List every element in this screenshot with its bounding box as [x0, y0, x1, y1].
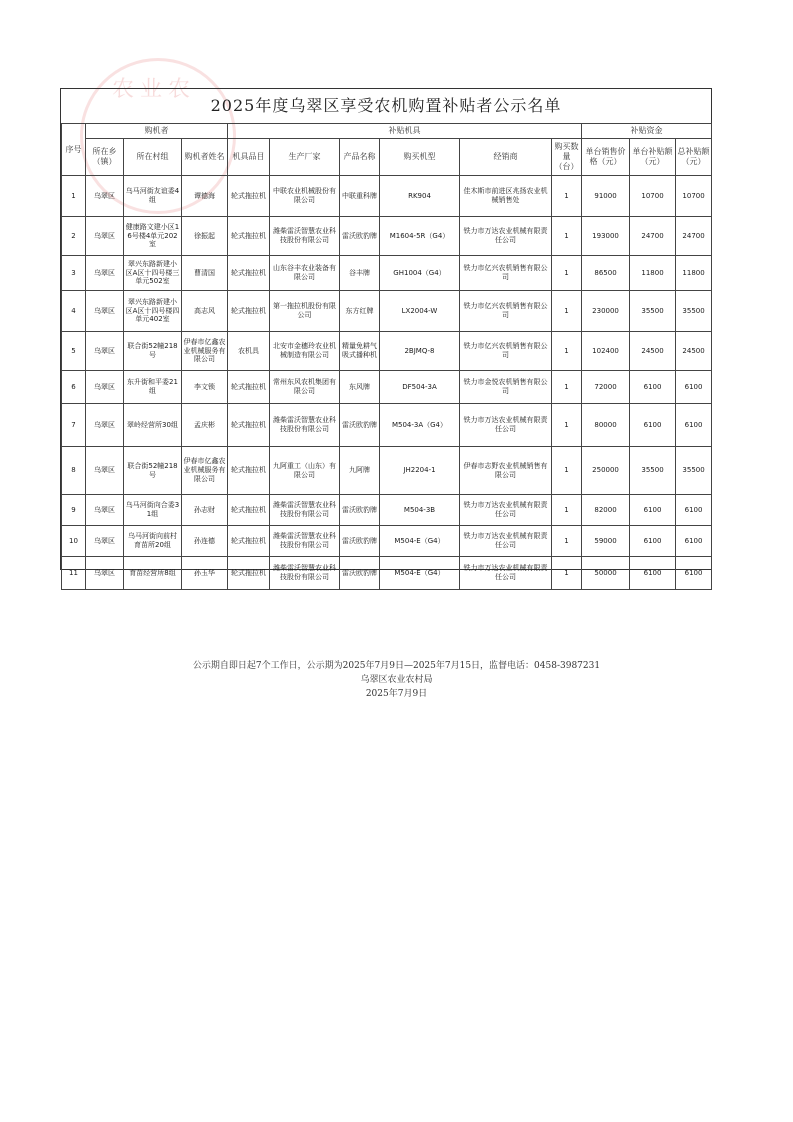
header-fund-group: 补贴资金 [582, 124, 712, 139]
cell-buyer: 孙玉华 [182, 557, 228, 590]
cell-unit-subsidy: 35500 [630, 291, 676, 332]
cell-seq: 3 [62, 256, 86, 291]
header-qty: 购买数量（台） [552, 139, 582, 176]
cell-product: 雷沃欧豹牌 [340, 557, 380, 590]
header-maker: 生产厂家 [270, 139, 340, 176]
cell-total-subsidy: 35500 [676, 291, 712, 332]
cell-buyer: 孙连德 [182, 526, 228, 557]
cell-dealer: 铁力市亿兴农机销售有限公司 [460, 256, 552, 291]
cell-total-subsidy: 6100 [676, 371, 712, 404]
cell-total-subsidy: 24500 [676, 332, 712, 371]
cell-seq: 6 [62, 371, 86, 404]
cell-unit-subsidy: 10700 [630, 176, 676, 217]
cell-price: 250000 [582, 447, 630, 495]
cell-town: 乌翠区 [86, 557, 124, 590]
cell-dealer: 铁力市万达农业机械有限责任公司 [460, 217, 552, 256]
cell-buyer: 伊春市亿鑫农业机械服务有限公司 [182, 332, 228, 371]
cell-town: 乌翠区 [86, 217, 124, 256]
table-row [62, 526, 712, 557]
cell-unit-subsidy: 24700 [630, 217, 676, 256]
cell-qty: 1 [552, 526, 582, 557]
cell-item: 轮式拖拉机 [228, 404, 270, 447]
cell-dealer: 佳木斯市前进区兆扬农业机械销售处 [460, 176, 552, 217]
cell-model: M504-3A（G4） [380, 404, 460, 447]
cell-buyer: 孟庆彬 [182, 404, 228, 447]
cell-seq: 9 [62, 495, 86, 526]
cell-seq: 8 [62, 447, 86, 495]
seal-text: 农业农 [112, 77, 197, 102]
cell-product: 中联重科牌 [340, 176, 380, 217]
cell-total-subsidy: 11800 [676, 256, 712, 291]
cell-model: M1604-5R（G4） [380, 217, 460, 256]
cell-price: 59000 [582, 526, 630, 557]
cell-total-subsidy: 6100 [676, 495, 712, 526]
cell-product: 谷丰牌 [340, 256, 380, 291]
cell-price: 193000 [582, 217, 630, 256]
cell-maker: 潍柴雷沃智慧农业科技股份有限公司 [270, 495, 340, 526]
header-machine-group: 补贴机具 [228, 124, 582, 139]
cell-village: 翠兴东路新建小区A区十四号楼三单元502室 [124, 256, 182, 291]
cell-village: 联合街52幢218号 [124, 447, 182, 495]
cell-dealer: 铁力市万达农业机械有限责任公司 [460, 404, 552, 447]
header-seq: 序号 [62, 124, 86, 176]
header-product: 产品名称 [340, 139, 380, 176]
cell-product: 东风牌 [340, 371, 380, 404]
header-item: 机具品目 [228, 139, 270, 176]
cell-village: 东升街和平委21组 [124, 371, 182, 404]
cell-town: 乌翠区 [86, 256, 124, 291]
cell-town: 乌翠区 [86, 332, 124, 371]
cell-product: 雷沃欧豹牌 [340, 495, 380, 526]
cell-qty: 1 [552, 217, 582, 256]
cell-town: 乌翠区 [86, 176, 124, 217]
cell-item: 轮式拖拉机 [228, 447, 270, 495]
cell-seq: 1 [62, 176, 86, 217]
cell-maker: 潍柴雷沃智慧农业科技股份有限公司 [270, 526, 340, 557]
cell-product: 东方红牌 [340, 291, 380, 332]
cell-seq: 5 [62, 332, 86, 371]
cell-model: 2BJMQ-8 [380, 332, 460, 371]
cell-price: 230000 [582, 291, 630, 332]
cell-price: 82000 [582, 495, 630, 526]
cell-seq: 2 [62, 217, 86, 256]
cell-dealer: 铁力市万达农业机械有限责任公司 [460, 557, 552, 590]
cell-product: 精量免耕气吸式播种机 [340, 332, 380, 371]
cell-qty: 1 [552, 557, 582, 590]
cell-item: 轮式拖拉机 [228, 256, 270, 291]
cell-item: 轮式拖拉机 [228, 176, 270, 217]
cell-buyer: 李文锁 [182, 371, 228, 404]
cell-maker: 山东谷丰农业装备有限公司 [270, 256, 340, 291]
cell-total-subsidy: 6100 [676, 526, 712, 557]
cell-qty: 1 [552, 291, 582, 332]
cell-qty: 1 [552, 332, 582, 371]
subsidy-table-sheet [60, 88, 712, 581]
cell-product: 雷沃欧豹牌 [340, 217, 380, 256]
cell-item: 农机具 [228, 332, 270, 371]
cell-village: 健康路文建小区16号楼4单元202室 [124, 217, 182, 256]
cell-model: M504-3B [380, 495, 460, 526]
cell-qty: 1 [552, 447, 582, 495]
header-unit-subsidy: 单台补贴额（元） [630, 139, 676, 176]
cell-model: DF504-3A [380, 371, 460, 404]
header-dealer: 经销商 [460, 139, 552, 176]
cell-total-subsidy: 10700 [676, 176, 712, 217]
table-row [62, 291, 712, 332]
cell-qty: 1 [552, 256, 582, 291]
cell-village: 育苗经营所8组 [124, 557, 182, 590]
cell-dealer: 铁力市亿兴农机销售有限公司 [460, 332, 552, 371]
table-row [62, 447, 712, 495]
cell-village: 乌马河街向前村育苗所20组 [124, 526, 182, 557]
header-buyer-group: 购机者 [86, 124, 228, 139]
cell-maker: 第一拖拉机股份有限公司 [270, 291, 340, 332]
cell-town: 乌翠区 [86, 291, 124, 332]
cell-village: 乌马河街友谊委4组 [124, 176, 182, 217]
cell-model: GH1004（G4） [380, 256, 460, 291]
cell-unit-subsidy: 6100 [630, 404, 676, 447]
cell-product: 雷沃欧豹牌 [340, 526, 380, 557]
cell-town: 乌翠区 [86, 404, 124, 447]
header-village: 所在村组 [124, 139, 182, 176]
cell-seq: 4 [62, 291, 86, 332]
cell-buyer: 曹清国 [182, 256, 228, 291]
subsidy-table [61, 123, 712, 590]
cell-town: 乌翠区 [86, 371, 124, 404]
cell-model: M504-E（G4） [380, 557, 460, 590]
cell-item: 轮式拖拉机 [228, 371, 270, 404]
cell-unit-subsidy: 6100 [630, 495, 676, 526]
cell-town: 乌翠区 [86, 526, 124, 557]
cell-maker: 九阿重工（山东）有限公司 [270, 447, 340, 495]
notice-period-text: 公示期自即日起7个工作日，公示期为2025年7月9日—2025年7月15日，监督电话：0458-3987231 [192, 661, 601, 671]
cell-product: 九阿牌 [340, 447, 380, 495]
cell-maker: 潍柴雷沃智慧农业科技股份有限公司 [270, 557, 340, 590]
cell-dealer: 铁力市万达农业机械有限责任公司 [460, 495, 552, 526]
header-model: 购买机型 [380, 139, 460, 176]
cell-item: 轮式拖拉机 [228, 495, 270, 526]
cell-village: 翠岭经营所30组 [124, 404, 182, 447]
header-buyer-name: 购机者姓名 [182, 139, 228, 176]
cell-dealer: 伊春市志野农业机械销售有限公司 [460, 447, 552, 495]
cell-unit-subsidy: 6100 [630, 557, 676, 590]
table-row [62, 404, 712, 447]
table-row [62, 256, 712, 291]
cell-maker: 北安市金穗玲农业机械制造有限公司 [270, 332, 340, 371]
cell-price: 102400 [582, 332, 630, 371]
table-row [62, 495, 712, 526]
table-row [62, 557, 712, 590]
cell-price: 72000 [582, 371, 630, 404]
cell-model: M504-E（G4） [380, 526, 460, 557]
cell-town: 乌翠区 [86, 447, 124, 495]
cell-buyer: 徐振起 [182, 217, 228, 256]
cell-unit-subsidy: 11800 [630, 256, 676, 291]
cell-total-subsidy: 6100 [676, 557, 712, 590]
header-price: 单台销售价格（元） [582, 139, 630, 176]
cell-price: 91000 [582, 176, 630, 217]
cell-unit-subsidy: 24500 [630, 332, 676, 371]
cell-model: JH2204-1 [380, 447, 460, 495]
issuing-office: 乌翠区农业农村局 [360, 675, 433, 685]
table-row [62, 217, 712, 256]
cell-buyer: 孙志财 [182, 495, 228, 526]
cell-village: 联合街52幢218号 [124, 332, 182, 371]
cell-product: 雷沃欧豹牌 [340, 404, 380, 447]
cell-dealer: 铁力市万达农业机械有限责任公司 [460, 526, 552, 557]
cell-price: 80000 [582, 404, 630, 447]
cell-buyer: 伊春市亿鑫农业机械服务有限公司 [182, 447, 228, 495]
cell-unit-subsidy: 35500 [630, 447, 676, 495]
cell-item: 轮式拖拉机 [228, 217, 270, 256]
cell-item: 轮式拖拉机 [228, 526, 270, 557]
cell-village: 翠兴东路新建小区A区十四号楼四单元402室 [124, 291, 182, 332]
cell-maker: 潍柴雷沃智慧农业科技股份有限公司 [270, 217, 340, 256]
table-row [62, 371, 712, 404]
cell-seq: 10 [62, 526, 86, 557]
header-total-subsidy: 总补贴额（元） [676, 139, 712, 176]
cell-maker: 中联农业机械股份有限公司 [270, 176, 340, 217]
cell-seq: 7 [62, 404, 86, 447]
cell-unit-subsidy: 6100 [630, 526, 676, 557]
cell-maker: 常州东风农机集团有限公司 [270, 371, 340, 404]
cell-model: RK904 [380, 176, 460, 217]
cell-total-subsidy: 35500 [676, 447, 712, 495]
header-town: 所在乡（镇） [86, 139, 124, 176]
cell-buyer: 谭德海 [182, 176, 228, 217]
cell-buyer: 高志风 [182, 291, 228, 332]
cell-unit-subsidy: 6100 [630, 371, 676, 404]
cell-seq: 11 [62, 557, 86, 590]
table-row [62, 176, 712, 217]
cell-model: LX2004-W [380, 291, 460, 332]
cell-town: 乌翠区 [86, 495, 124, 526]
cell-total-subsidy: 6100 [676, 404, 712, 447]
cell-dealer: 铁力市金悦农机销售有限公司 [460, 371, 552, 404]
cell-total-subsidy: 24700 [676, 217, 712, 256]
page-title: 2025年度乌翠区享受农机购置补贴者公示名单 [210, 96, 562, 115]
cell-price: 50000 [582, 557, 630, 590]
cell-dealer: 铁力市亿兴农机销售有限公司 [460, 291, 552, 332]
cell-qty: 1 [552, 495, 582, 526]
cell-qty: 1 [552, 176, 582, 217]
cell-village: 乌马河街向合委31组 [124, 495, 182, 526]
cell-qty: 1 [552, 371, 582, 404]
issue-date: 2025年7月9日 [365, 689, 428, 699]
cell-price: 86500 [582, 256, 630, 291]
cell-maker: 潍柴雷沃智慧农业科技股份有限公司 [270, 404, 340, 447]
cell-item: 轮式拖拉机 [228, 557, 270, 590]
cell-item: 轮式拖拉机 [228, 291, 270, 332]
cell-qty: 1 [552, 404, 582, 447]
table-row [62, 332, 712, 371]
